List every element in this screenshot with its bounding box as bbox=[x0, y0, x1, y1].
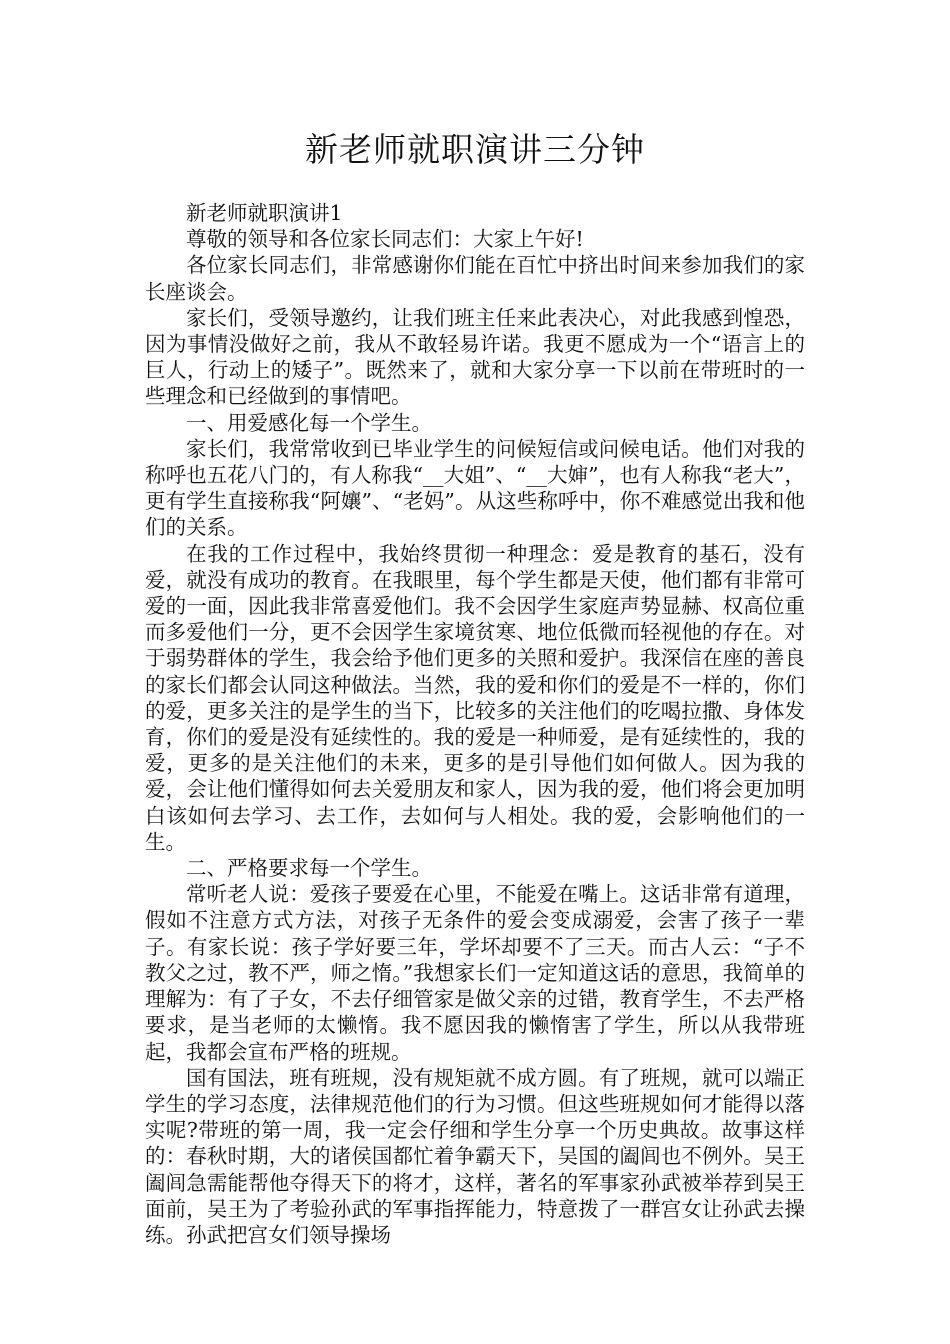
paragraph-philosophy: 在我的工作过程中，我始终贯彻一种理念：爱是教育的基石，没有爱，就没有成功的教育。在我眼里，每个学生都是天使，他们都有非常可爱的一面，因此我非常喜爱他们。我不会因学生家庭声势显赫、权高位重而多爱他们一分，更不会因学生家境贫寒、地位低微而轻视他的存在。对于弱势群体的学生，我会给予他们更多的关照和爱护。我深信在座的善良的家长们都会认同这种做法。当然，我的爱和你们的爱是不一样的，你们的爱，更多关注的是学生的当下，比较多的关注他们的吃喝拉撒、身体发育，你们的爱是没有延续性的。我的爱是一种师爱，是有延续性的，我的爱，更多的是关注他们的未来，更多的是引导他们如何做人。因为我的爱，会让他们懂得如何去关爱朋友和家人，因为我的爱，他们将会更加明白该如何去学习、去工作，去如何与人相处。我的爱，会影响他们的一生。 bbox=[145, 541, 805, 854]
paragraph-salutation: 尊敬的领导和各位家长同志们：大家上午好! bbox=[186, 227, 584, 252]
paragraph-elders-saying: 常听老人说：爱孩子要爱在心里，不能爱在嘴上。这话非常有道理，假如不注意方式方法，对孩子无条件的爱会变成溺爱，会害了孩子一辈子。有家长说：孩子学好要三年，学坏却要不了三天。而古人云：“子不教父之过，教不严，师之惰。”我想家长们一定知道这话的意思，我简单的理解为：有了子女，不去仔细管家是做父亲的过错，教育学生，不去严格要求，是当老师的太懒惰。我不愿因我的懒惰害了学生，所以从我带班起，我都会宣布严格的班规。 bbox=[145, 882, 805, 1064]
paragraph-class-rules: 国有国法，班有班规，没有规矩就不成方圆。有了班规，就可以端正学生的学习态度，法律规范他们的行为习惯。但这些班规如何才能得以落实呢?带班的第一周，我一定会仔细和学生分享一个历史典故。故事这样的：春秋时期，大的诸侯国都忙着争霸天下，吴国的阖闾也不例外。吴王阖闾急需能帮他夺得天下的将才，这样，著名的军事家孙武被举荐到吴王面前，吴王为了考验孙武的军事指挥能力，特意拨了一群宫女让孙武去操练。孙武把宫女们领导操场 bbox=[145, 1065, 805, 1247]
paragraph-speech-heading: 新老师就职演讲1 bbox=[186, 201, 343, 225]
section-heading-strict: 二、严格要求每一个学生。 bbox=[186, 856, 432, 881]
document-title: 新老师就职演讲三分钟 bbox=[305, 130, 645, 169]
document-body bbox=[145, 200, 805, 1248]
paragraph-thanks: 各位家长同志们，非常感谢你们能在百忙中挤出时间来参加我们的家长座谈会。 bbox=[145, 253, 805, 304]
section-heading-love: 一、用爱感化每一个学生。 bbox=[186, 410, 432, 435]
paragraph-intro: 家长们，受领导邀约，让我们班主任来此表决心，对此我感到惶恐，因为事情没做好之前，我从不敢轻易许诺。我更不愿成为一个“语言上的巨人，行动上的矮子”。既然来了，就和大家分享一下以前在带班时的一些理念和已经做到的事情吧。 bbox=[145, 305, 805, 409]
paragraph-nicknames: 家长们，我常常收到已毕业学生的问候短信或问候电话。他们对我的称呼也五花八门的，有人称我“__大姐”、“__大婶”，也有人称我“老大”，更有学生直接称我“阿孃”、“老妈”。从这些称呼中，你不难感觉出我和他们的关系。 bbox=[145, 436, 805, 540]
